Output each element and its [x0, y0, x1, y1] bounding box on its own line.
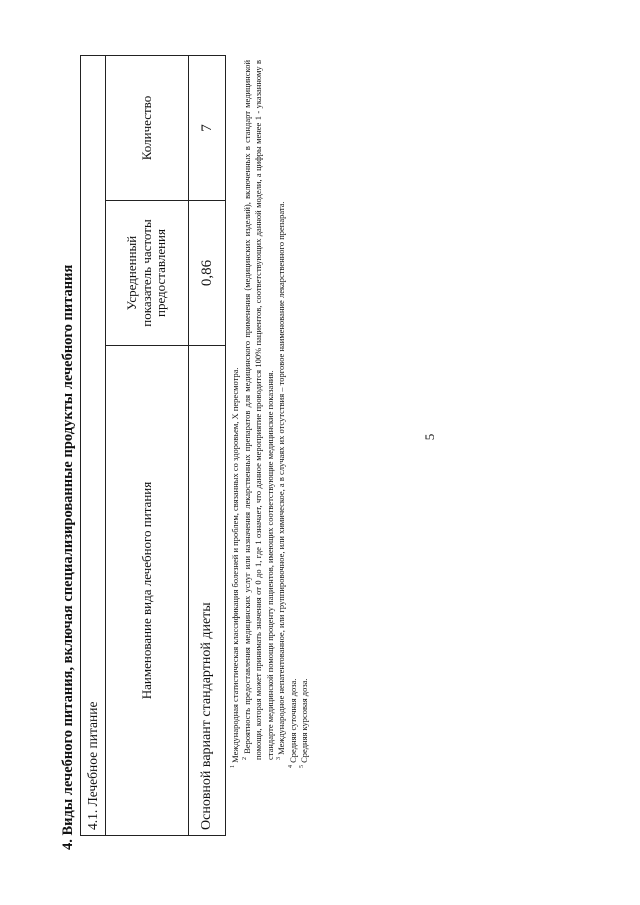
- footnote-1: [230, 60, 242, 830]
- footnote-mark: 5: [299, 765, 306, 768]
- footnote-mark: 4: [287, 765, 294, 768]
- footnote-4: [288, 60, 300, 830]
- subsection-title: 4.1. Лечебное питание: [81, 56, 106, 836]
- footnote-text: Средняя суточная доза.: [287, 678, 298, 763]
- cell-frequency: 0,86: [189, 201, 226, 346]
- table-subsection-row: [81, 56, 106, 836]
- footnote-text: Вероятность предоставления медицинских услуг или назначения лекарственных препаратов для медицинского применения (медицинских изделий), включенных в стандарт медицинской помощи, которая может принимать значения от 0 до 1, где 1 означает, что данное мероприятие проводится 100% пациентов, соответствующих данной модели, а цифры менее 1 - указанному в стандарте медицинской помощи проценту пациентов, имеющих соответствующие медицинские показания.: [241, 59, 275, 760]
- footnote-3: [276, 60, 288, 830]
- nutrition-table: [80, 55, 226, 836]
- page-number: 5: [422, 433, 437, 441]
- header-quantity: Количество: [106, 56, 189, 201]
- footnote-mark: 1: [230, 765, 237, 768]
- footnote-text: Средняя курсовая доза.: [299, 678, 309, 763]
- cell-quantity: 7: [189, 56, 226, 201]
- cell-diet-name: Основной вариант стандартной диеты: [189, 346, 226, 836]
- footnote-2: [242, 60, 277, 830]
- footnotes: [230, 60, 311, 830]
- footnote-mark: 2: [241, 757, 248, 760]
- footnote-5: [299, 60, 311, 830]
- table-row: [189, 56, 226, 836]
- header-name: Наименование вида лечебного питания: [106, 346, 189, 836]
- rotated-page-content: [60, 50, 320, 850]
- footnote-text: Международная статистическая классификация болезней и проблем, связанных со здоровьем, X пересмотра.: [230, 367, 240, 763]
- section-title: 4. Виды лечебного питания, включая специализированные продукты лечебного питания: [60, 264, 76, 850]
- footnote-text: Международное непатентованное, или группировочное, или химическое, а в случаях их отсутствия – торговое наименование лекарственного препарата.: [276, 201, 286, 755]
- footnote-mark: 3: [276, 757, 283, 760]
- header-frequency: Усредненный показатель частоты предоставления: [106, 201, 189, 346]
- table-header-row: [106, 56, 189, 836]
